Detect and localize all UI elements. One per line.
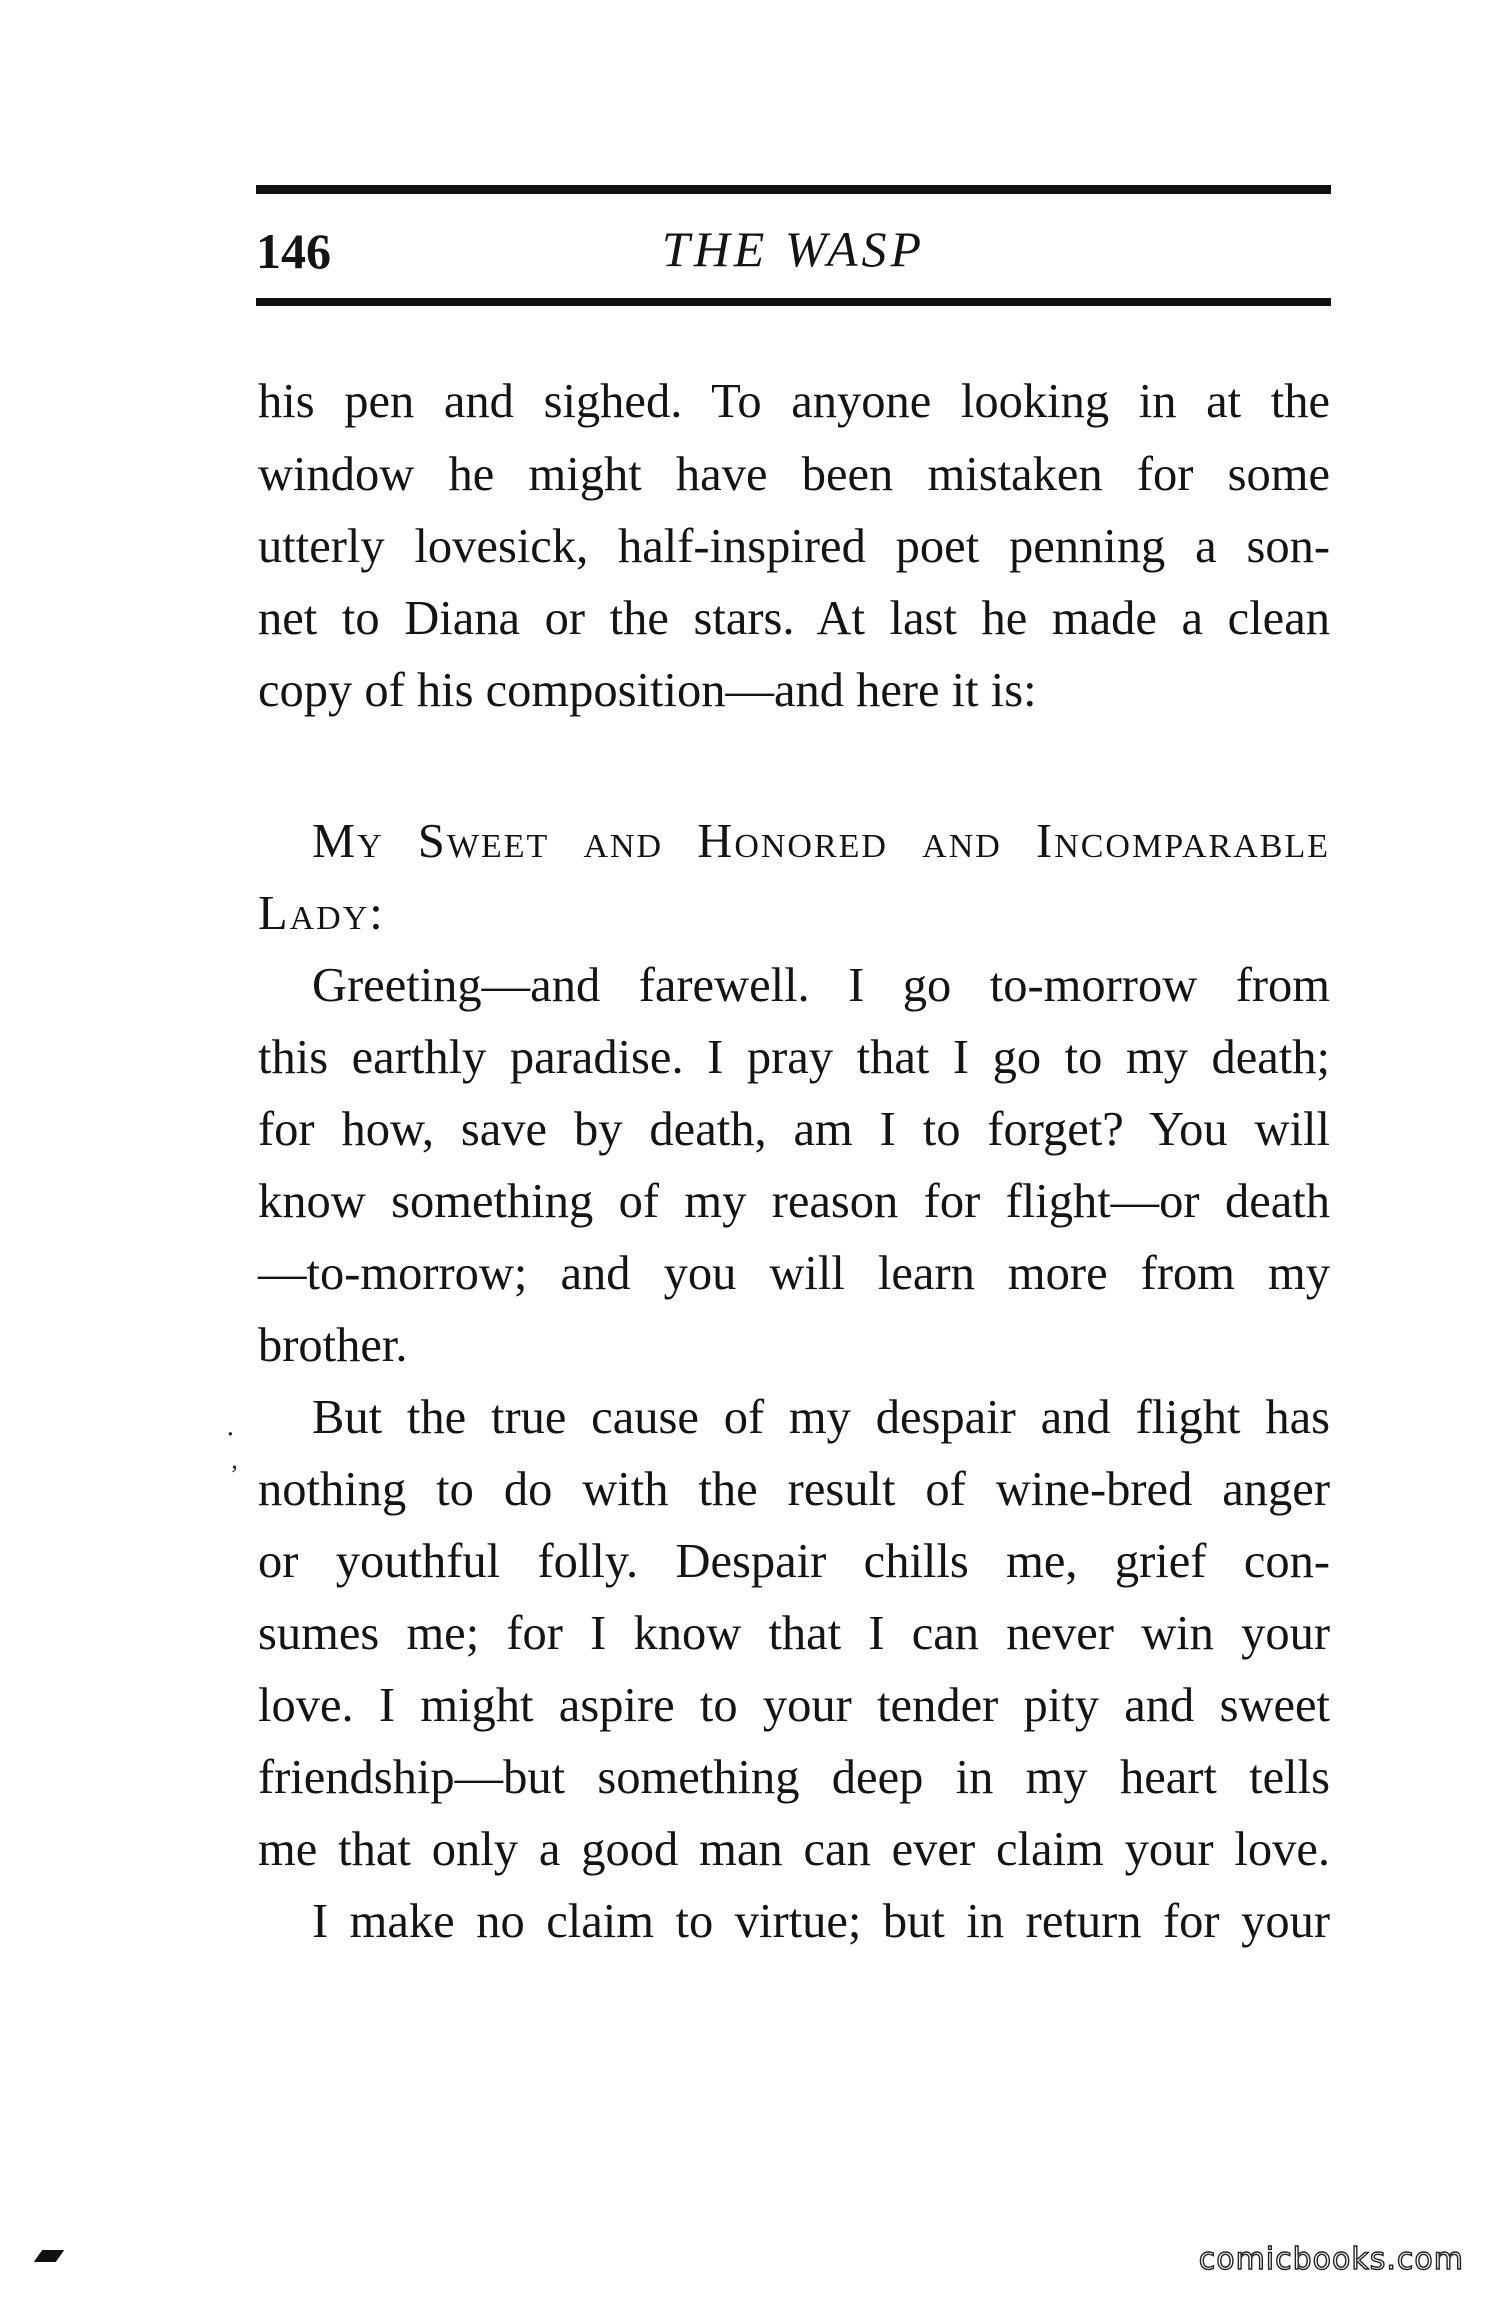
- text-line: this earthly paradise. I pray that I go to my death;: [258, 1031, 1330, 1084]
- text-line: window he might have been mistaken for some: [258, 448, 1330, 501]
- text-line: net to Diana or the stars. At last he made a clean: [258, 592, 1330, 645]
- header-rule-bottom: [256, 298, 1331, 306]
- header-rule-top: [256, 185, 1331, 194]
- text-line: copy of his composition—and here it is:: [258, 664, 1037, 717]
- text-line: friendship—but something deep in my heart tells: [258, 1751, 1330, 1804]
- text-line: But the true cause of my despair and flight has: [312, 1391, 1330, 1444]
- text-line: sumes me; for I know that I can never win your: [258, 1607, 1330, 1660]
- text-line: nothing to do with the result of wine-bred anger: [258, 1463, 1330, 1516]
- text-line: his pen and sighed. To anyone looking in at the: [258, 375, 1330, 428]
- margin-speck-mark: ․: [226, 1412, 235, 1441]
- text-line: for how, save by death, am I to forget? You will: [258, 1103, 1330, 1156]
- scan-corner-mark: [34, 2250, 64, 2262]
- running-title: THE WASP: [661, 221, 926, 277]
- text-line: brother.: [258, 1319, 408, 1372]
- margin-speck-mark: ʼ: [230, 1460, 239, 1489]
- text-line: Greeting—and farewell. I go to-morrow from: [312, 959, 1330, 1012]
- text-line: or youthful folly. Despair chills me, grief con-: [258, 1535, 1330, 1588]
- text-line: —to-morrow; and you will learn more from my: [258, 1247, 1330, 1300]
- text-line: I make no claim to virtue; but in return for your: [312, 1895, 1330, 1948]
- text-line: love. I might aspire to your tender pity and sweet: [258, 1679, 1330, 1732]
- watermark: comicbooks.com: [1198, 2242, 1464, 2277]
- text-line: me that only a good man can ever claim your love.: [258, 1823, 1330, 1876]
- text-line: know something of my reason for flight—or death: [258, 1175, 1330, 1228]
- letter-salutation: My Sweet and Honored and Incomparable: [312, 815, 1330, 868]
- running-head: [256, 215, 1331, 285]
- text-line: utterly lovesick, half-inspired poet penning a son-: [258, 520, 1330, 573]
- letter-salutation: Lady:: [258, 887, 385, 940]
- page-number: 146: [256, 223, 331, 279]
